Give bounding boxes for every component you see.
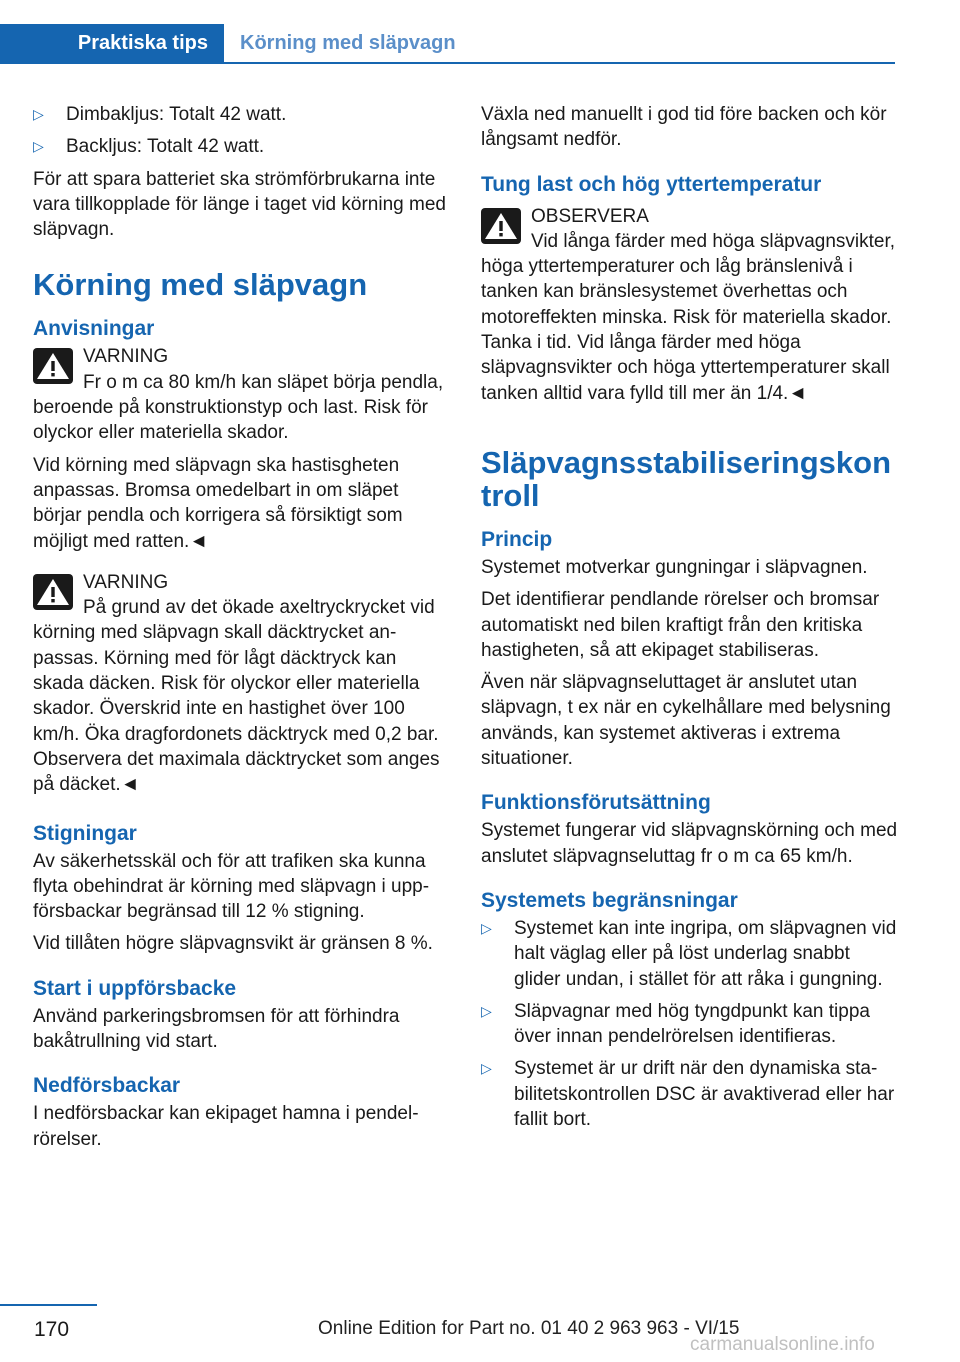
warning-block (481, 204, 899, 229)
bullet-triangle-icon: ▷ (481, 1060, 492, 1077)
paragraph: Även när släpvagnseluttaget är anslutet utan släpvagn, t ex när en cykelhållare med belysning används, kan systemet aktiveras i extrema situationer. (481, 672, 891, 770)
section-title: Körning med släpvagn (33, 267, 368, 303)
list-item-text: Dimbakljus: Totalt 42 watt. (66, 104, 287, 125)
paragraph: För att spara batteriet ska strömförbrukarna inte vara tillkopplade för länge i taget vid körning med släpvagn. (33, 168, 446, 241)
paragraph: Vid körning med släpvagn ska hastisgheten anpassas. Bromsa omedelbart in om släpet börjar pendla och korrigera så försiktigt som möjligt med ratten.◄ (33, 454, 403, 552)
tab-korning-med-slapvagn[interactable]: Körning med släpvagn (240, 32, 456, 54)
subsection-title: Systemets begränsningar (481, 888, 738, 912)
section-title: Släpvagnsstabiliseringskontroll (481, 444, 892, 513)
header-bar (0, 24, 895, 64)
warning-heading: OBSERVERA (531, 205, 649, 227)
warning-block (33, 344, 449, 369)
paragraph: Av säkerhetsskäl och för att trafiken ska kunna flyta obehindrat är körning med släpvagn i uppförsbackar begränsad till 12 % stigning. (33, 850, 430, 923)
list-item (33, 134, 449, 159)
subsection-title: Nedförsbackar (33, 1074, 181, 1098)
bullet-triangle-icon: ▷ (481, 1002, 492, 1019)
bullet-triangle-icon: ▷ (33, 138, 44, 155)
edition-text: Online Edition for Part no. 01 40 2 963 963 - VI/15 (318, 1318, 740, 1339)
watermark-text: carmanualsonline.info (690, 1334, 875, 1355)
warning-triangle-icon (481, 208, 521, 244)
warning-heading: VARNING (83, 346, 169, 368)
warning-text: Vid långa färder med höga släpvagnsvikter, höga yttertemperaturer och låg bränslenivå i tanken kan bränslesystemet överhettas och motoreffekten minska. Risk för materiella skador. Tanka i tid. Vid långa färder med höga släpvagnsvikter och höga yttertemperaturer skall tanken alltid vara fylld till mer än 1/4.◄ (481, 230, 896, 404)
paragraph: Använd parkeringsbromsen för att förhindra bakåtrullning vid start. (33, 1005, 400, 1053)
subsection-title: Princip (481, 527, 553, 551)
list-item-text: Släpvagnar med hög tyngdpunkt kan tippa över innan pendelrörelsen identifieras. (514, 1000, 870, 1048)
subsection-title: Funktionsförutsättning (481, 791, 711, 815)
list-item-text: Systemet är ur drift när den dynamiska stabilitetskontrollen DSC är avaktiverad eller har fallit bort. (514, 1058, 895, 1131)
paragraph: Växla ned manuellt i god tid före backen och kör långsamt nedför. (481, 104, 887, 151)
list-item (481, 1056, 899, 1132)
subsection-title: Anvisningar (33, 317, 155, 341)
subsection-title: Start i uppförsbacke (33, 976, 237, 1000)
footer-rule (0, 1304, 97, 1306)
left-column (33, 102, 449, 1159)
warning-heading: VARNING (83, 571, 169, 593)
paragraph: Det identifierar pendlande rörelser och bromsar automatiskt ned bilen kraftigt från den kritiska hastigheten, så att ekipaget stabiliseras. (481, 589, 880, 661)
warning-triangle-icon (33, 348, 73, 384)
paragraph: Systemet fungerar vid släpvagnskörning och med anslutet släpvagnseluttag fr o m ca 65 km/h. (481, 820, 898, 867)
list-item (481, 916, 899, 992)
paragraph: Vid tillåten högre släpvagnsvikt är gränsen 8 %. (33, 933, 433, 955)
paragraph: I nedförsbackar kan ekipaget hamna i pendelrörelser. (33, 1103, 419, 1150)
page-number: 170 (34, 1318, 70, 1341)
subsection-title: Stigningar (33, 821, 137, 845)
bullet-triangle-icon: ▷ (33, 106, 44, 122)
warning-block (33, 570, 449, 595)
bullet-triangle-icon: ▷ (481, 919, 492, 936)
tab-praktiska-tips[interactable]: Praktiska tips (0, 24, 224, 62)
warning-text: Fr o m ca 80 km/h kan släpet börja pendla, beroende på konstruktionstyp och last. Risk för olyckor eller materiella skador. (33, 371, 444, 444)
warning-triangle-icon (33, 574, 73, 610)
right-column (481, 102, 899, 1139)
list-item-text: Backljus: Totalt 42 watt. (66, 136, 265, 158)
subsection-title: Tung last och hög yttertemperatur (481, 172, 822, 196)
warning-text: På grund av det ökade axeltryckrycket vid körning med släpvagn skall däcktrycket anpassas. Körning med för lågt däcktryck kan skada däcken. Risk för olyckor eller materiella skador. Överskrid inte en hastighet över 100 km/h. Öka dragfordonets däcktryck med 0,2 bar. Observera det maximala däcktrycket som anges på däcket.◄ (33, 597, 440, 796)
list-item (481, 999, 899, 1050)
paragraph: Systemet motverkar gungningar i släpvagnen. (481, 556, 868, 578)
list-item (33, 102, 449, 127)
list-item-text: Systemet kan inte ingripa, om släpvagnen vid halt väglag eller på löst underlag snabbt glider undan, i stället för att råka i gungning. (514, 917, 897, 990)
